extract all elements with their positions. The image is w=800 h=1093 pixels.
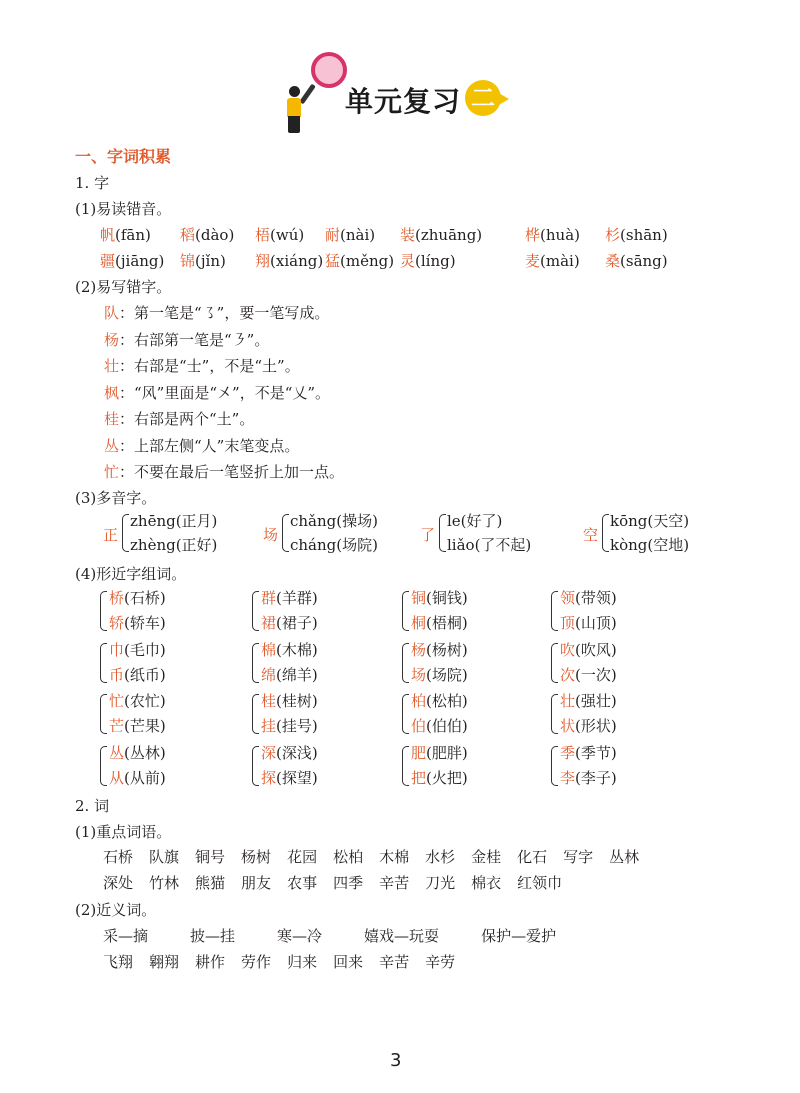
pair-line-1 <box>109 742 166 763</box>
pair-line-1 <box>411 587 468 608</box>
word-item: 披—挂 <box>190 927 236 945</box>
pair-word: (芒果) <box>124 717 166 735</box>
pair-char: 深 <box>261 743 277 762</box>
word-item: 保护—爱护 <box>481 927 557 945</box>
word-item: 飞翔 <box>103 953 134 971</box>
easy-write-label: (2)易写错字。 <box>75 278 172 296</box>
pinyin-item <box>525 224 580 245</box>
target-char: 耐 <box>325 226 341 244</box>
word-item: 嬉戏—玩耍 <box>364 927 440 945</box>
pair-char: 群 <box>261 589 277 607</box>
pinyin-text: (dào) <box>195 226 235 244</box>
pinyin-text: (zhuāng) <box>415 226 483 244</box>
write-rule <box>104 329 269 350</box>
rule-char: 壮 <box>104 357 120 375</box>
pair-word: (肥胖) <box>426 743 468 762</box>
pair-char: 顶 <box>560 614 576 632</box>
pair-line-1 <box>411 742 468 763</box>
pair-char: 把 <box>411 768 427 787</box>
polyphone-label: (3)多音字。 <box>75 489 157 507</box>
person-illustration-legs <box>288 116 300 133</box>
brace-mark <box>402 591 409 631</box>
word-item: 松柏 <box>333 848 364 866</box>
brace-mark <box>402 746 409 786</box>
pair-word: (梧桐) <box>426 614 468 632</box>
rule-text: ：右部是“士”，不是“土”。 <box>119 357 300 375</box>
brace-mark <box>551 694 558 734</box>
word-item: 竹林 <box>149 874 180 892</box>
pair-line-2 <box>261 715 318 736</box>
person-illustration-head <box>289 86 300 97</box>
word-item: 四季 <box>333 874 364 892</box>
pair-char: 肥 <box>411 743 427 762</box>
word-item: 归来 <box>287 953 318 971</box>
pair-line-2 <box>560 767 617 788</box>
rule-char: 队 <box>104 304 120 322</box>
magnifier-icon <box>311 52 347 88</box>
target-char: 装 <box>400 226 416 244</box>
target-char: 桑 <box>605 252 621 270</box>
target-char: 帆 <box>100 226 116 244</box>
write-rule <box>104 382 330 403</box>
brace-mark <box>252 591 259 631</box>
write-rule <box>104 355 300 376</box>
brace-mark <box>402 694 409 734</box>
brace-mark <box>402 643 409 683</box>
pair-word: (挂号) <box>276 717 318 735</box>
rule-text: ：不要在最后一笔竖折上加一点。 <box>119 463 345 481</box>
pinyin-text: (shān) <box>620 226 668 244</box>
pair-word: (纸币) <box>124 665 166 684</box>
pair-line-1 <box>261 690 318 711</box>
synonyms-row-1 <box>103 925 598 946</box>
pinyin-item <box>400 250 456 271</box>
unit-number-badge: 二 <box>465 80 501 116</box>
pinyin-text: (xiáng) <box>270 252 324 270</box>
word-item: 杨树 <box>241 848 272 866</box>
pair-line-1 <box>109 639 166 660</box>
easy-read-label: (1)易读错音。 <box>75 200 172 218</box>
polyphone-char: 空 <box>583 526 599 544</box>
word-item: 辛劳 <box>425 953 456 971</box>
pair-word: (绵羊) <box>276 665 318 684</box>
pinyin-text: (jiāng) <box>115 252 165 270</box>
pinyin-item <box>180 224 234 245</box>
pair-line-1 <box>109 690 166 711</box>
pair-line-1 <box>261 742 318 763</box>
pair-line-2 <box>560 612 617 633</box>
target-char: 锦 <box>180 252 196 270</box>
pair-char: 轿 <box>109 614 125 632</box>
target-char: 疆 <box>100 252 116 270</box>
brace-mark <box>252 643 259 683</box>
reading-1: zhēng(正月) <box>130 512 218 530</box>
reading-1: chǎng(操场) <box>290 512 378 530</box>
word-item: 辛苦 <box>379 953 410 971</box>
brace-mark <box>551 643 558 683</box>
brace-mark <box>100 746 107 786</box>
pair-word: (季节) <box>575 743 617 762</box>
polyphone-char: 场 <box>263 526 279 544</box>
reading-2: zhèng(正好) <box>130 536 218 554</box>
pair-word: (场院) <box>426 665 468 684</box>
pair-word: (轿车) <box>124 614 166 632</box>
pair-word: (形状) <box>575 717 617 735</box>
pinyin-item <box>605 224 668 245</box>
rule-char: 丛 <box>104 436 120 455</box>
word-item: 采—摘 <box>103 927 149 945</box>
target-char: 灵 <box>400 252 416 270</box>
word-item: 辛苦 <box>379 874 410 892</box>
pair-char: 绵 <box>261 665 277 684</box>
pair-char: 巾 <box>109 640 125 659</box>
pair-char: 伯 <box>411 717 427 735</box>
pair-char: 桂 <box>261 692 277 710</box>
target-char: 杉 <box>605 226 621 244</box>
brace-mark <box>282 514 289 552</box>
word-item: 棉衣 <box>471 874 502 892</box>
key-words-row-2 <box>103 872 578 893</box>
pair-word: (强壮) <box>575 692 617 710</box>
pair-line-1 <box>560 690 617 711</box>
pair-char: 棉 <box>261 640 277 659</box>
pair-word: (松柏) <box>426 692 468 710</box>
brace-mark <box>551 746 558 786</box>
brace-mark <box>100 694 107 734</box>
brace-mark <box>122 514 129 552</box>
pair-word: (石桥) <box>124 589 166 607</box>
pair-line-2 <box>261 612 318 633</box>
word-item: 劳作 <box>241 953 272 971</box>
write-rule <box>104 435 299 456</box>
pair-line-2 <box>411 767 468 788</box>
word-item: 回来 <box>333 953 364 971</box>
pair-char: 杨 <box>411 640 427 659</box>
pinyin-item <box>325 250 394 271</box>
pair-char: 从 <box>109 768 125 787</box>
pair-line-1 <box>560 742 617 763</box>
pinyin-item <box>100 224 151 245</box>
rule-char: 桂 <box>104 410 120 428</box>
pair-line-1 <box>261 639 318 660</box>
pinyin-text: (fān) <box>115 226 151 244</box>
pair-word: (杨树) <box>426 640 468 659</box>
rule-char: 忙 <box>104 463 120 481</box>
pair-char: 桐 <box>411 614 427 632</box>
brace-mark <box>602 514 609 552</box>
word-item: 木棉 <box>379 848 410 866</box>
pair-char: 场 <box>411 665 427 684</box>
word-item: 丛林 <box>609 848 640 866</box>
pinyin-item <box>325 224 375 245</box>
word-item: 翱翔 <box>149 953 180 971</box>
pair-line-1 <box>261 587 318 608</box>
pair-word: (裙子) <box>276 614 318 632</box>
pair-char: 裙 <box>261 614 277 632</box>
target-char: 梧 <box>255 226 271 244</box>
rule-text: ：“风”里面是“㐅”，不是“乂”。 <box>119 383 331 402</box>
pair-word: (从前) <box>124 768 166 787</box>
word-item: 刀光 <box>425 874 456 892</box>
pair-line-2 <box>411 612 468 633</box>
pair-word: (丛林) <box>124 743 166 762</box>
target-char: 麦 <box>525 252 541 270</box>
word-item: 深处 <box>103 874 134 892</box>
pair-word: (探望) <box>276 768 318 787</box>
pair-char: 柏 <box>411 692 427 710</box>
pair-line-2 <box>560 664 617 685</box>
word-item: 耕作 <box>195 953 226 971</box>
pinyin-text: (měng) <box>340 252 395 270</box>
pair-line-2 <box>411 664 468 685</box>
reading-2: cháng(场院) <box>290 536 378 554</box>
pinyin-item <box>180 250 226 271</box>
pair-char: 桥 <box>109 589 125 607</box>
synonyms-row-2 <box>103 951 471 972</box>
pair-char: 挂 <box>261 717 277 735</box>
pinyin-item <box>605 250 668 271</box>
pair-line-2 <box>109 664 166 685</box>
pair-word: (铜钱) <box>426 589 468 607</box>
pair-word: (羊群) <box>276 589 318 607</box>
rule-text: ：右部第一笔是“㇋”。 <box>119 330 270 349</box>
pinyin-text: (wú) <box>270 226 305 244</box>
pinyin-text: (sāng) <box>620 252 668 270</box>
word-item: 写字 <box>563 848 594 866</box>
pair-line-2 <box>560 715 617 736</box>
word-item: 红领巾 <box>517 874 563 892</box>
pair-word: (桂树) <box>276 692 318 710</box>
pair-char: 探 <box>261 768 277 787</box>
rule-char: 枫 <box>104 383 120 402</box>
section-title: 一、字词积累 <box>75 147 172 166</box>
pair-line-2 <box>109 715 166 736</box>
reading-1: kōng(天空) <box>610 512 690 530</box>
pair-word: (一次) <box>575 665 617 684</box>
pinyin-text: (nài) <box>340 226 376 244</box>
pair-char: 壮 <box>560 692 576 710</box>
pinyin-text: (jǐn) <box>195 252 226 270</box>
word-item: 石桥 <box>103 848 134 866</box>
rule-text: ：右部是两个“土”。 <box>119 410 255 428</box>
write-rule <box>104 461 344 482</box>
pair-word: (山顶) <box>575 614 617 632</box>
brace-mark <box>551 591 558 631</box>
pair-line-2 <box>109 767 166 788</box>
target-char: 猛 <box>325 252 341 270</box>
pair-word: (带领) <box>575 589 617 607</box>
word-item: 金桂 <box>471 848 502 866</box>
pair-word: (农忙) <box>124 692 166 710</box>
pair-char: 季 <box>560 743 576 762</box>
pair-char: 芒 <box>109 717 125 735</box>
pair-line-2 <box>411 715 468 736</box>
pair-char: 状 <box>560 717 576 735</box>
word-item: 化石 <box>517 848 548 866</box>
word-item: 铜号 <box>195 848 226 866</box>
word-item: 队旗 <box>149 848 180 866</box>
subsection-words: 2. 词 <box>75 797 110 815</box>
pair-word: (火把) <box>426 768 468 787</box>
pair-line-2 <box>261 767 318 788</box>
write-rule <box>104 408 254 429</box>
word-item: 花园 <box>287 848 318 866</box>
pair-char: 吹 <box>560 640 576 659</box>
brace-mark <box>252 746 259 786</box>
pair-word: (木棉) <box>276 640 318 659</box>
pair-line-1 <box>560 639 617 660</box>
pair-line-1 <box>109 587 166 608</box>
word-item: 熊猫 <box>195 874 226 892</box>
pair-char: 忙 <box>109 692 125 710</box>
brace-mark <box>252 694 259 734</box>
pinyin-item <box>525 250 580 271</box>
page-title: 单元复习 <box>345 85 462 118</box>
word-item: 寒—冷 <box>277 927 323 945</box>
pair-line-1 <box>411 690 468 711</box>
pair-char: 领 <box>560 589 576 607</box>
word-item: 水杉 <box>425 848 456 866</box>
pair-line-1 <box>411 639 468 660</box>
polyphone-char: 正 <box>103 526 119 544</box>
key-words-row-1 <box>103 846 655 867</box>
rule-text: ：第一笔是“㇌”，要一笔写成。 <box>119 304 330 322</box>
pair-line-1 <box>560 587 617 608</box>
polyphone-char: 了 <box>420 526 436 544</box>
subsection-char: 1. 字 <box>75 174 110 192</box>
reading-2: liǎo(了不起) <box>447 536 532 554</box>
pair-char: 铜 <box>411 589 427 607</box>
pinyin-item <box>255 224 304 245</box>
pair-word: (毛巾) <box>124 640 166 659</box>
target-char: 桦 <box>525 226 541 244</box>
pair-word: (吹风) <box>575 640 617 659</box>
pair-line-2 <box>261 664 318 685</box>
pair-word: (深浅) <box>276 743 318 762</box>
pinyin-item <box>255 250 323 271</box>
rule-text: ：上部左侧“人”末笔变点。 <box>119 436 300 455</box>
pair-word: (李子) <box>575 768 617 787</box>
brace-mark <box>439 514 446 552</box>
write-rule <box>104 302 329 323</box>
target-char: 翔 <box>255 252 271 270</box>
badge-tail-icon <box>497 92 509 106</box>
similar-chars-label: (4)形近字组词。 <box>75 565 187 583</box>
brace-mark <box>100 591 107 631</box>
page-number: 3 <box>390 1050 402 1071</box>
rule-char: 杨 <box>104 330 120 349</box>
pinyin-text: (huà) <box>540 226 580 244</box>
pinyin-item <box>400 224 482 245</box>
pinyin-text: (líng) <box>415 252 456 270</box>
pair-char: 次 <box>560 665 576 684</box>
person-illustration-body <box>287 98 301 117</box>
target-char: 稻 <box>180 226 196 244</box>
reading-1: le(好了) <box>447 512 503 530</box>
word-item: 农事 <box>287 874 318 892</box>
pair-char: 李 <box>560 768 576 787</box>
key-words-label: (1)重点词语。 <box>75 823 172 841</box>
pair-word: (伯伯) <box>426 717 468 735</box>
brace-mark <box>100 643 107 683</box>
pinyin-text: (mài) <box>540 252 580 270</box>
pair-char: 币 <box>109 665 125 684</box>
pair-char: 丛 <box>109 743 125 762</box>
pair-line-2 <box>109 612 166 633</box>
reading-2: kòng(空地) <box>610 536 690 554</box>
synonyms-label: (2)近义词。 <box>75 901 157 919</box>
word-item: 朋友 <box>241 874 272 892</box>
pinyin-item <box>100 250 164 271</box>
